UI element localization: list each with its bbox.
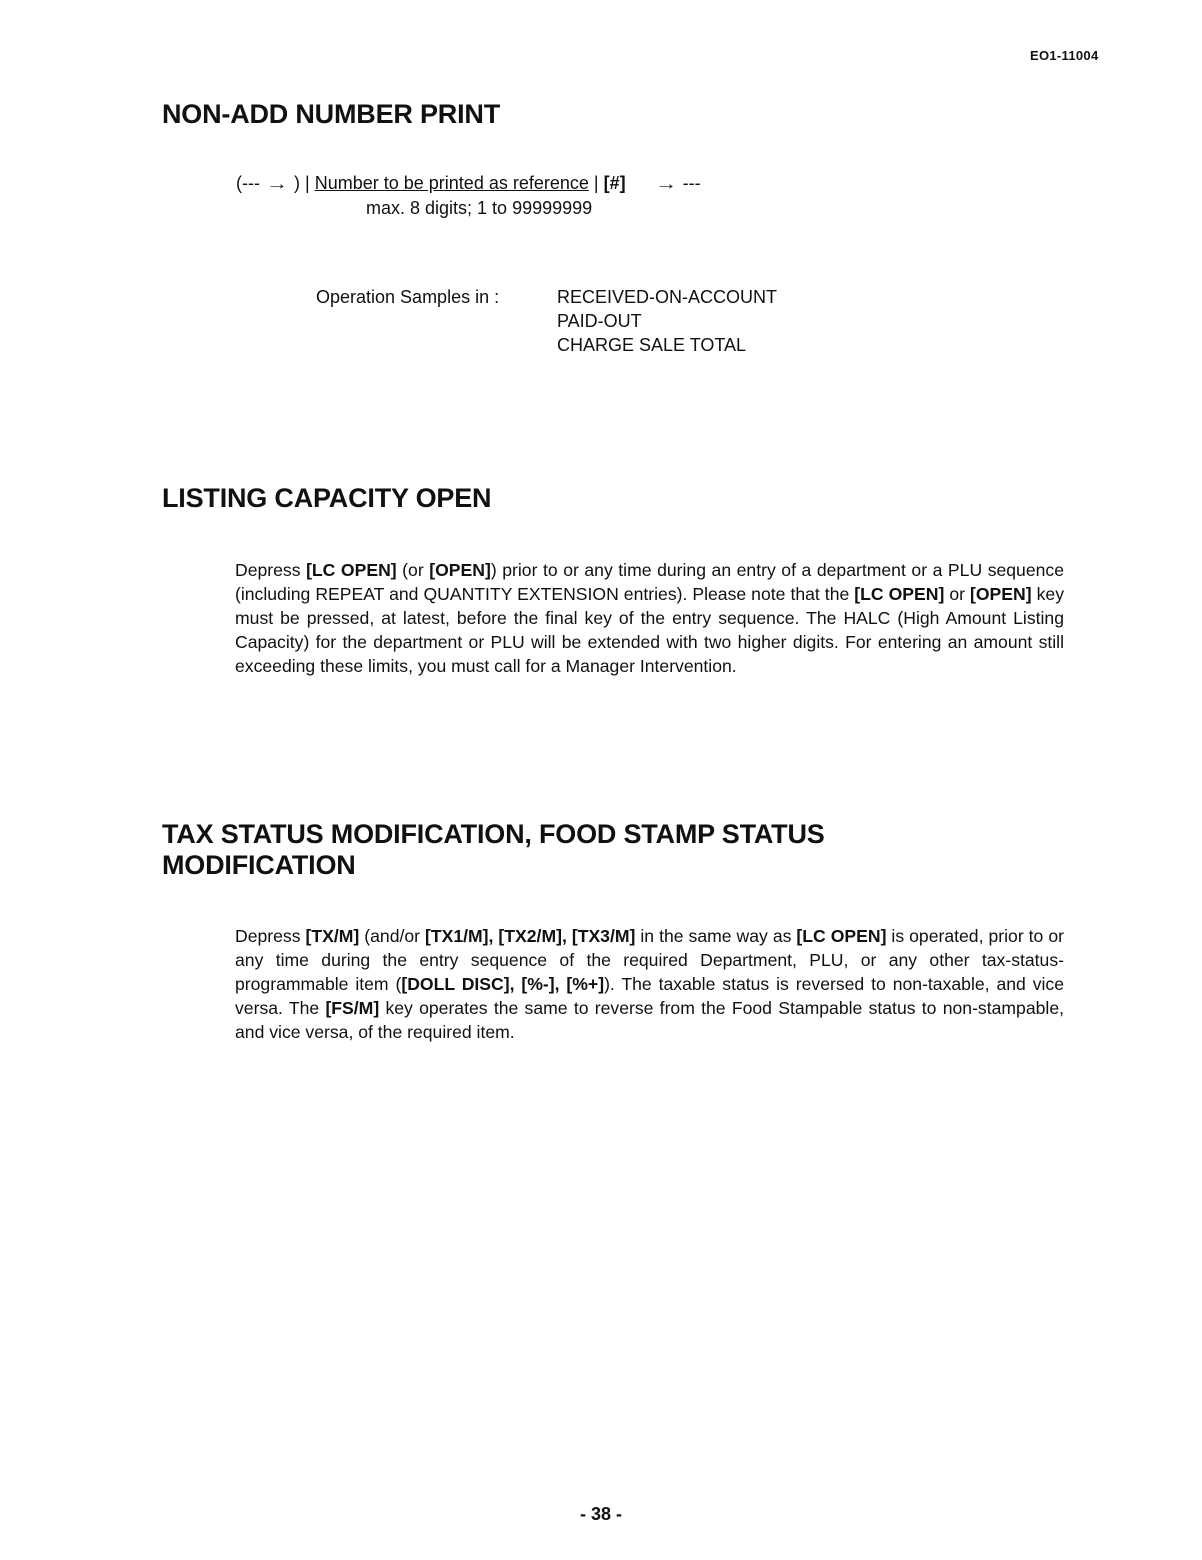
page-number: - 38 - bbox=[579, 1504, 622, 1524]
sequence-start: (--- bbox=[236, 173, 260, 193]
sequence-bar: | bbox=[593, 173, 599, 193]
key-label: [LC OPEN] bbox=[796, 926, 887, 946]
key-label: [TX/M] bbox=[305, 926, 360, 946]
document-code: EO1-11004 bbox=[1030, 48, 1099, 63]
key-label: [OPEN] bbox=[970, 584, 1032, 604]
operation-sample-item: PAID-OUT bbox=[557, 311, 642, 331]
sequence-bar: | bbox=[305, 173, 310, 193]
tax-status-paragraph: Depress [TX/M] (and/or [TX1/M], [TX2/M], [TX3/M] in the same way as [LC OPEN] is operated, prior to or any time during the entry sequence of the required Department, PLU, or any other tax-status-programmable item ([DOLL DISC], [%-], [%+]). The taxable status is reversed to non-taxable, and vice versa. The [FS/M] key operates the same to reverse from the Food Stampable status to non-stampable, and vice versa, of the required item. bbox=[235, 926, 1064, 1042]
key-label: [TX1/M], [TX2/M], [TX3/M] bbox=[425, 926, 636, 946]
hash-key: [#] bbox=[603, 173, 626, 193]
operation-sample-item: CHARGE SALE TOTAL bbox=[557, 335, 747, 355]
key-label: [OPEN] bbox=[429, 560, 491, 580]
key-label: [LC OPEN] bbox=[854, 584, 945, 604]
section-title-listing-capacity-open: LISTING CAPACITY OPEN bbox=[162, 483, 492, 513]
right-arrow-icon: → bbox=[265, 176, 289, 193]
operation-samples-list bbox=[557, 285, 777, 357]
operation-samples-label: Operation Samples in : bbox=[316, 287, 500, 307]
operation-sample-item: RECEIVED-ON-ACCOUNT bbox=[557, 287, 778, 307]
reference-number-field: Number to be printed as reference bbox=[314, 173, 589, 193]
key-label: [LC OPEN] bbox=[306, 560, 397, 580]
sequence-end: --- bbox=[682, 173, 701, 193]
right-arrow-icon: → bbox=[654, 176, 677, 193]
key-label: [FS/M] bbox=[325, 998, 380, 1018]
section-title-tax-status-modification: TAX STATUS MODIFICATION, FOOD STAMP STATUS MODIFICATION bbox=[162, 819, 825, 880]
sequence-close-paren: ) bbox=[294, 173, 301, 193]
key-label: [DOLL DISC], [%-], [%+] bbox=[401, 974, 605, 994]
key-sequence-syntax bbox=[236, 172, 701, 196]
section-title-non-add-number-print: NON-ADD NUMBER PRINT bbox=[162, 99, 500, 129]
listing-capacity-paragraph: Depress [LC OPEN] (or [OPEN]) prior to or any time during an entry of a department or a PLU sequence (including REPEAT and QUANTITY EXTENSION entries). Please note that the [LC OPEN] or [OPEN] key must be pressed, at latest, before the final key of the entry sequence. The HALC (High Amount Listing Capacity) for the department or PLU will be extended with two higher digits. For entering an amount still exceeding these limits, you must call for a Manager Intervention. bbox=[235, 560, 1064, 676]
digit-limit-note: max. 8 digits; 1 to 99999999 bbox=[366, 198, 593, 218]
